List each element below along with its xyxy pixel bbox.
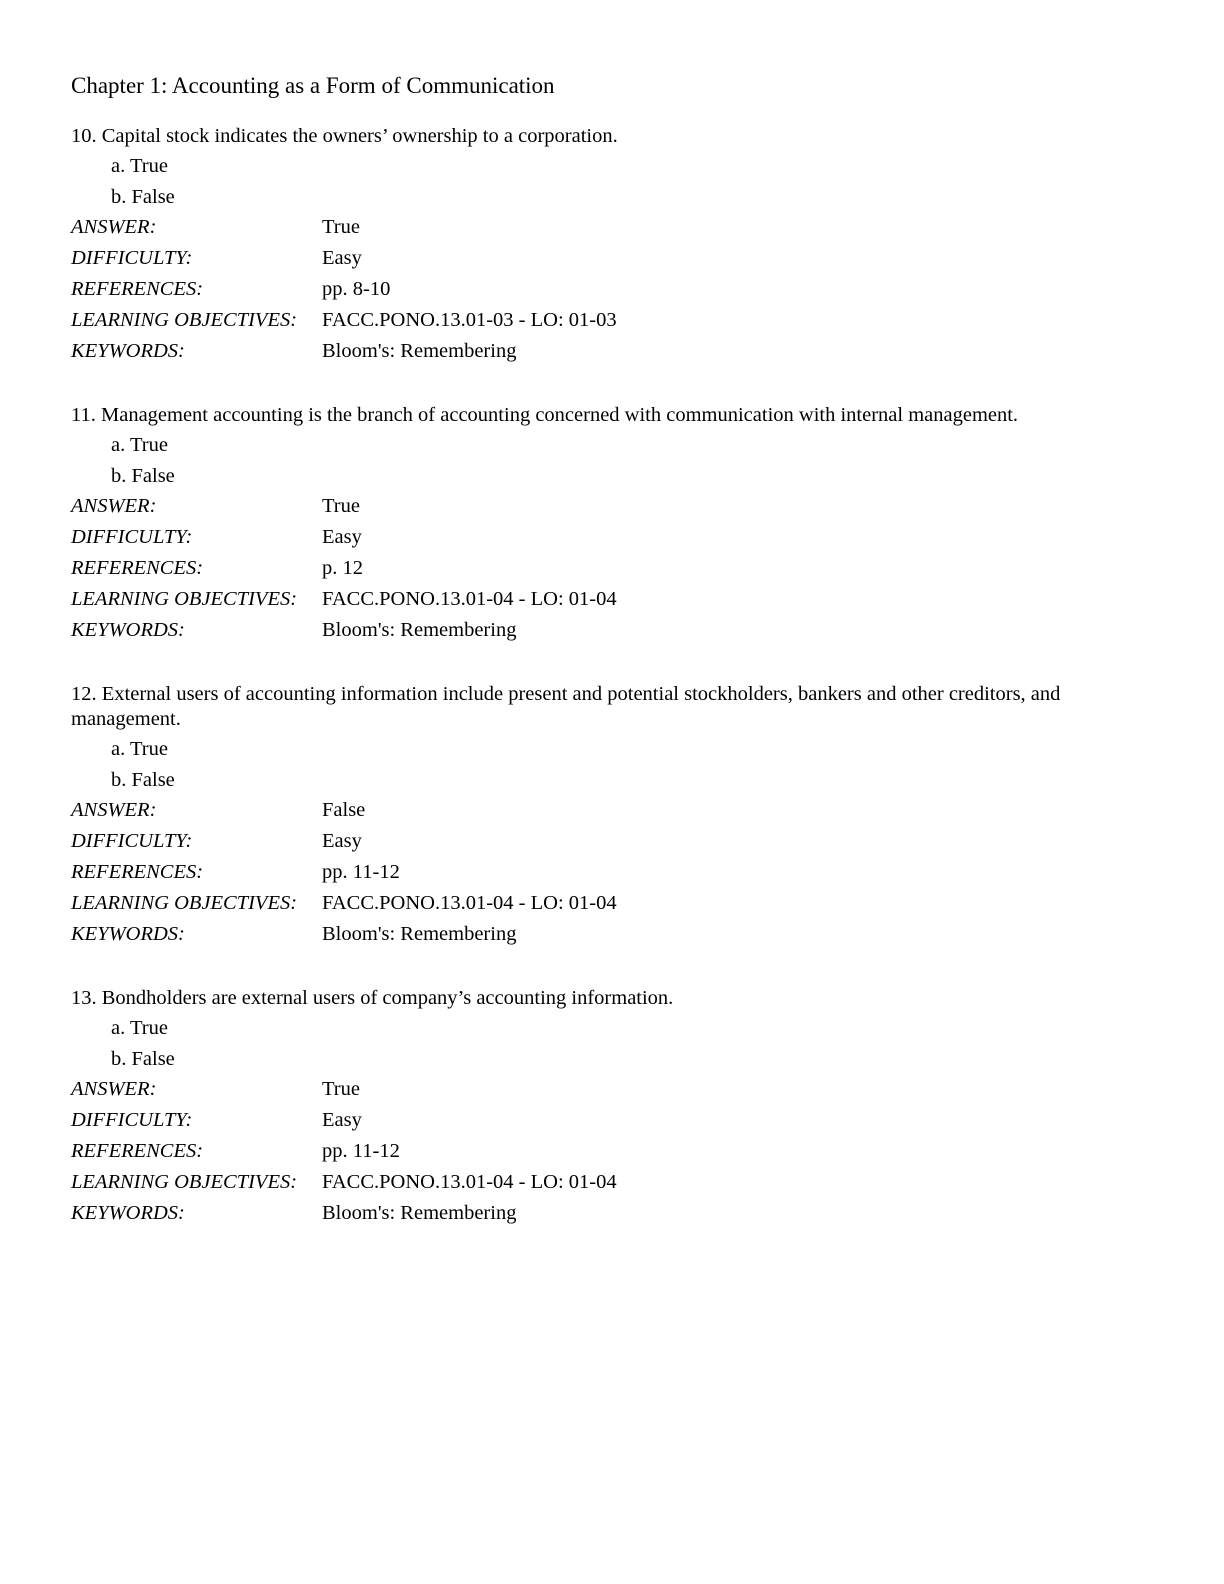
keywords-value: Bloom's: Remembering	[322, 340, 517, 362]
answer-options	[71, 734, 1161, 795]
option-false: b. False	[111, 464, 175, 487]
answer-options	[71, 151, 1161, 212]
learning-objectives-label: LEARNING OBJECTIVES:	[71, 309, 298, 331]
question-block	[71, 682, 1161, 950]
difficulty-label: DIFFICULTY:	[71, 526, 193, 548]
learning-objectives-value: FACC.PONO.13.01-04 - LO: 01-04	[322, 1171, 617, 1193]
answer-row	[71, 1074, 1161, 1105]
references-label: REFERENCES:	[71, 1140, 204, 1162]
references-row	[71, 274, 1161, 305]
question-block	[71, 124, 1161, 367]
references-value: p. 12	[322, 557, 363, 579]
references-value: pp. 11-12	[322, 1140, 400, 1162]
option-true: a. True	[111, 434, 168, 456]
learning-objectives-row	[71, 888, 1161, 919]
learning-objectives-value: FACC.PONO.13.01-04 - LO: 01-04	[322, 588, 617, 610]
option-false: b. False	[111, 768, 175, 791]
learning-objectives-value: FACC.PONO.13.01-04 - LO: 01-04	[322, 892, 617, 914]
answer-label: ANSWER:	[71, 1078, 157, 1100]
difficulty-value: Easy	[322, 1109, 362, 1131]
option-true: a. True	[111, 738, 168, 760]
answer-value: True	[322, 216, 360, 238]
keywords-value: Bloom's: Remembering	[322, 1202, 517, 1224]
option-false: b. False	[111, 185, 175, 208]
references-label: REFERENCES:	[71, 861, 204, 883]
answer-options	[71, 1013, 1161, 1074]
keywords-label: KEYWORDS:	[71, 340, 185, 362]
difficulty-value: Easy	[322, 526, 362, 548]
learning-objectives-row	[71, 305, 1161, 336]
question-stem: 13. Bondholders are external users of company’s accounting information.	[71, 987, 674, 1009]
references-row	[71, 553, 1161, 584]
keywords-label: KEYWORDS:	[71, 619, 185, 641]
answer-value: False	[322, 799, 366, 821]
answer-label: ANSWER:	[71, 216, 157, 238]
references-value: pp. 11-12	[322, 861, 400, 883]
question-stem: 10. Capital stock indicates the owners’ ownership to a corporation.	[71, 125, 618, 147]
references-row	[71, 1136, 1161, 1167]
option-true: a. True	[111, 1017, 168, 1039]
answer-label: ANSWER:	[71, 495, 157, 517]
keywords-label: KEYWORDS:	[71, 923, 185, 945]
references-value: pp. 8-10	[322, 278, 391, 300]
references-label: REFERENCES:	[71, 557, 204, 579]
keywords-row	[71, 336, 1161, 367]
learning-objectives-label: LEARNING OBJECTIVES:	[71, 1171, 298, 1193]
question-block	[71, 986, 1161, 1229]
difficulty-row	[71, 243, 1161, 274]
difficulty-value: Easy	[322, 247, 362, 269]
option-false: b. False	[111, 1047, 175, 1070]
difficulty-label: DIFFICULTY:	[71, 247, 193, 269]
learning-objectives-label: LEARNING OBJECTIVES:	[71, 588, 298, 610]
answer-row	[71, 212, 1161, 243]
learning-objectives-row	[71, 1167, 1161, 1198]
keywords-value: Bloom's: Remembering	[322, 619, 517, 641]
difficulty-value: Easy	[322, 830, 362, 852]
difficulty-row	[71, 522, 1161, 553]
question-block	[71, 403, 1161, 646]
difficulty-label: DIFFICULTY:	[71, 1109, 193, 1131]
learning-objectives-row	[71, 584, 1161, 615]
learning-objectives-value: FACC.PONO.13.01-03 - LO: 01-03	[322, 309, 617, 331]
keywords-row	[71, 919, 1161, 950]
question-stem: 11. Management accounting is the branch of accounting concerned with communication with internal management.	[71, 404, 1019, 426]
chapter-title: Chapter 1: Accounting as a Form of Communication	[71, 73, 555, 98]
keywords-row	[71, 615, 1161, 646]
answer-row	[71, 795, 1161, 826]
difficulty-row	[71, 826, 1161, 857]
keywords-label: KEYWORDS:	[71, 1202, 185, 1224]
difficulty-row	[71, 1105, 1161, 1136]
answer-options	[71, 430, 1161, 491]
keywords-value: Bloom's: Remembering	[322, 923, 517, 945]
answer-value: True	[322, 495, 360, 517]
option-true: a. True	[111, 155, 168, 177]
document-page	[71, 70, 1161, 1265]
references-label: REFERENCES:	[71, 278, 204, 300]
answer-label: ANSWER:	[71, 799, 157, 821]
answer-row	[71, 491, 1161, 522]
keywords-row	[71, 1198, 1161, 1229]
references-row	[71, 857, 1161, 888]
learning-objectives-label: LEARNING OBJECTIVES:	[71, 892, 298, 914]
answer-value: True	[322, 1078, 360, 1100]
difficulty-label: DIFFICULTY:	[71, 830, 193, 852]
question-stem: 12. External users of accounting information include present and potential stockholders, bankers and other creditors, and management.	[71, 683, 1061, 730]
